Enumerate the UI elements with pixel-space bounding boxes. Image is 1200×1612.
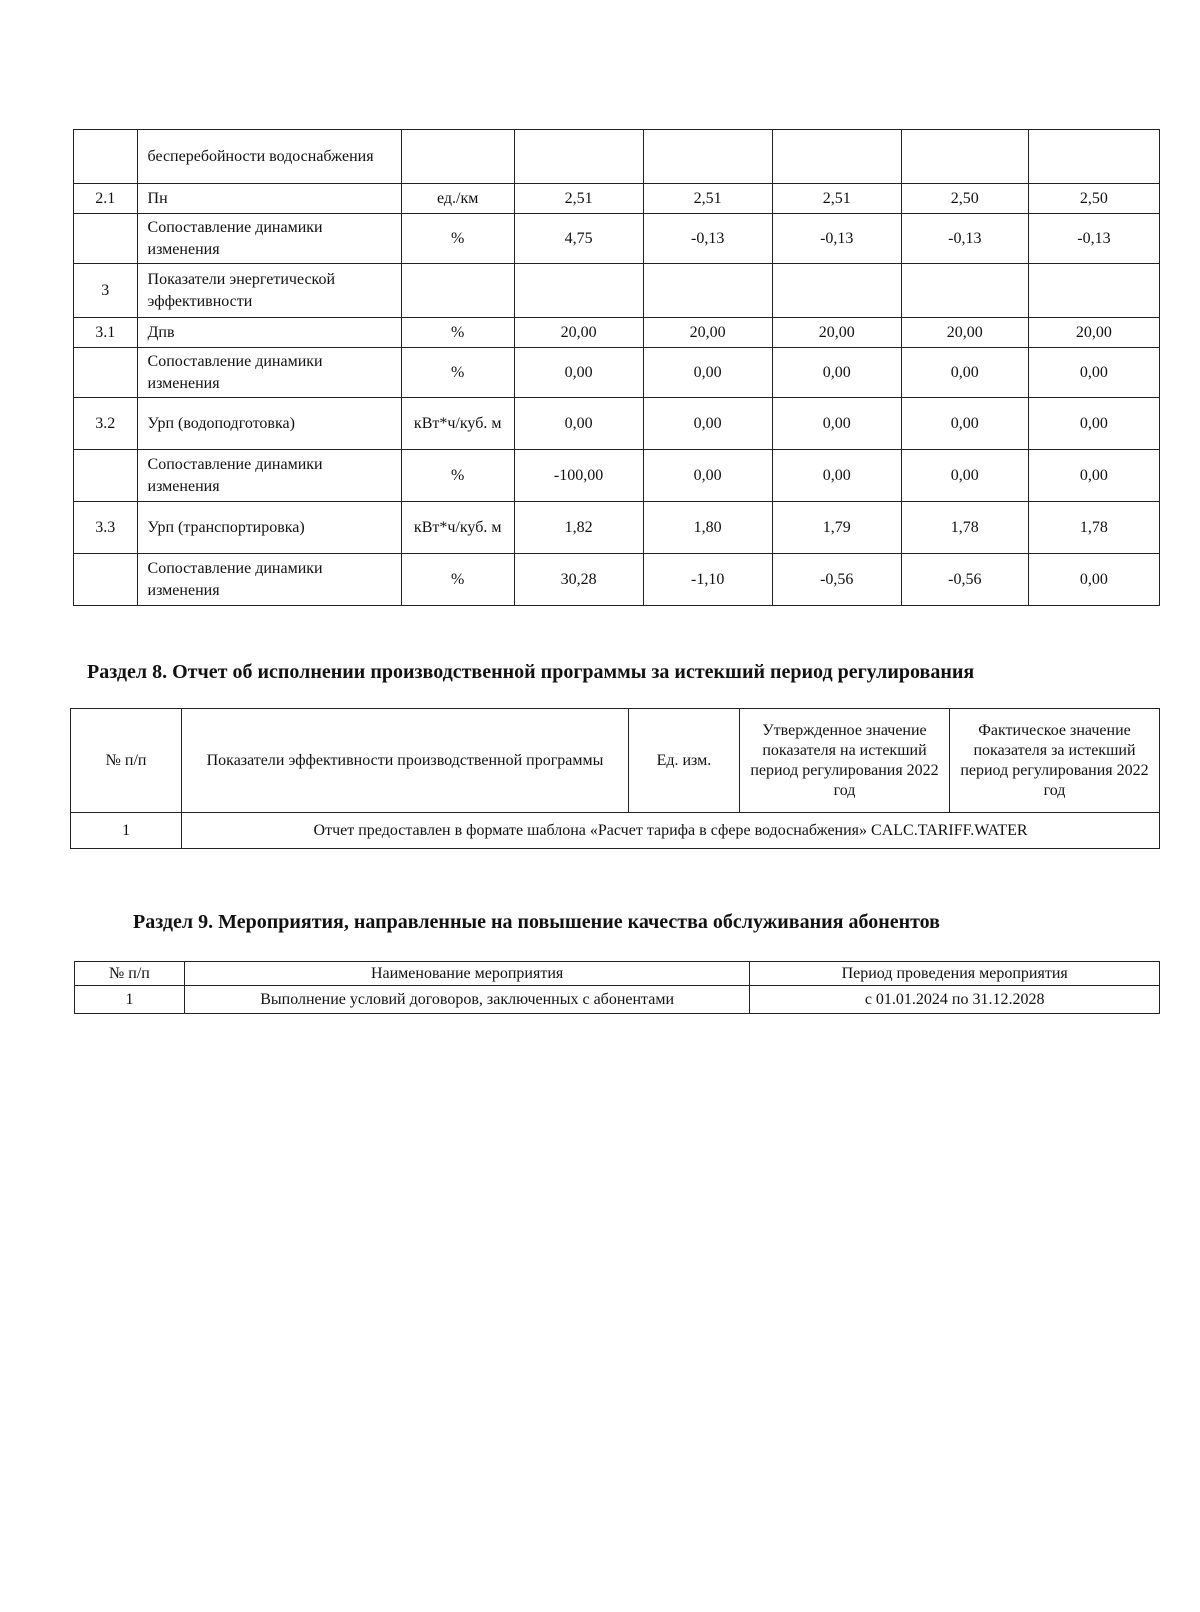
value-cell: 0,00 [901,348,1028,398]
indicator-name: бесперебойности водоснабжения [137,130,401,184]
value-cell [1028,264,1159,318]
value-cell: 2,50 [1028,184,1159,214]
row-no: 1 [75,986,185,1014]
row-number [74,450,138,502]
value-cell: 20,00 [901,318,1028,348]
unit: % [401,318,514,348]
indicator-name: Показатели энергетической эффективности [137,264,401,318]
value-cell: 1,79 [772,502,901,554]
value-cell: 4,75 [514,214,643,264]
table-row [74,348,1160,398]
header-period: Период проведения мероприятия [750,962,1160,986]
value-cell: 1,80 [643,502,772,554]
indicator-name: Пн [137,184,401,214]
indicator-name: Урп (водоподготовка) [137,398,401,450]
report-note: Отчет предоставлен в формате шаблона «Расчет тарифа в сфере водоснабжения» CALC.TARIFF.WATER [182,813,1160,849]
header-actual: Фактическое значение показателя за истекший период регулирования 2022 год [949,709,1159,813]
row-number [74,554,138,606]
section-9-heading: Раздел 9. Мероприятия, направленные на повышение качества обслуживания абонентов [133,911,940,933]
value-cell: 2,51 [643,184,772,214]
section-9-table [74,961,1160,1014]
value-cell: -0,56 [772,554,901,606]
header-approved: Утвержденное значение показателя на истекший период регулирования 2022 год [740,709,950,813]
value-cell [901,264,1028,318]
value-cell: 0,00 [772,450,901,502]
value-cell: 0,00 [901,398,1028,450]
header-no: № п/п [71,709,182,813]
value-cell: -0,13 [1028,214,1159,264]
value-cell: 1,78 [901,502,1028,554]
indicators-table [73,129,1160,606]
value-cell: 0,00 [514,348,643,398]
value-cell [643,264,772,318]
value-cell [772,130,901,184]
header-measure-name: Наименование мероприятия [184,962,749,986]
unit: % [401,450,514,502]
row-number: 3 [74,264,138,318]
value-cell: -0,13 [772,214,901,264]
header-unit: Ед. изм. [628,709,739,813]
value-cell: 2,50 [901,184,1028,214]
value-cell: 20,00 [1028,318,1159,348]
row-number [74,130,138,184]
value-cell: 0,00 [514,398,643,450]
section-9-header-row [75,962,1160,986]
row-number: 3.3 [74,502,138,554]
indicator-name: Сопоставление динамики изменения [137,554,401,606]
table-row [74,450,1160,502]
unit: кВт*ч/куб. м [401,398,514,450]
value-cell: 1,78 [1028,502,1159,554]
value-cell: 0,00 [1028,398,1159,450]
value-cell: 1,82 [514,502,643,554]
value-cell [514,130,643,184]
table-row [74,214,1160,264]
measure-name: Выполнение условий договоров, заключенных с абонентами [184,986,749,1014]
value-cell: -0,13 [901,214,1028,264]
unit: % [401,554,514,606]
indicator-name: Дпв [137,318,401,348]
unit [401,130,514,184]
unit: % [401,214,514,264]
table-row [74,502,1160,554]
value-cell: 0,00 [643,348,772,398]
row-number: 3.2 [74,398,138,450]
indicator-name: Урп (транспортировка) [137,502,401,554]
table-row [74,318,1160,348]
value-cell: 2,51 [772,184,901,214]
value-cell: 20,00 [643,318,772,348]
table-row [74,184,1160,214]
indicator-name: Сопоставление динамики изменения [137,348,401,398]
value-cell: 0,00 [772,398,901,450]
section-8-table [70,708,1160,849]
table-row [74,554,1160,606]
value-cell: 0,00 [1028,554,1159,606]
row-number [74,214,138,264]
value-cell: 0,00 [643,398,772,450]
header-indicator: Показатели эффективности производственной программы [182,709,629,813]
measure-period: с 01.01.2024 по 31.12.2028 [750,986,1160,1014]
indicator-name: Сопоставление динамики изменения [137,214,401,264]
value-cell: -100,00 [514,450,643,502]
header-no: № п/п [75,962,185,986]
row-number: 3.1 [74,318,138,348]
value-cell [901,130,1028,184]
value-cell [772,264,901,318]
indicator-name: Сопоставление динамики изменения [137,450,401,502]
value-cell: 0,00 [1028,450,1159,502]
value-cell: 2,51 [514,184,643,214]
value-cell: 20,00 [772,318,901,348]
value-cell: 30,28 [514,554,643,606]
table-row [74,398,1160,450]
row-number: 2.1 [74,184,138,214]
section-8-heading: Раздел 8. Отчет об исполнении производственной программы за истекший период регулирования [87,661,975,683]
unit: ед./км [401,184,514,214]
value-cell [514,264,643,318]
value-cell: -0,13 [643,214,772,264]
value-cell: 20,00 [514,318,643,348]
value-cell: 0,00 [643,450,772,502]
value-cell: 0,00 [772,348,901,398]
unit: кВт*ч/куб. м [401,502,514,554]
value-cell: 0,00 [901,450,1028,502]
value-cell: 0,00 [1028,348,1159,398]
unit [401,264,514,318]
row-no: 1 [71,813,182,849]
indicators-table-body [74,130,1160,606]
table-row [74,130,1160,184]
unit: % [401,348,514,398]
section-8-header-row [71,709,1160,813]
value-cell: -0,56 [901,554,1028,606]
value-cell: -1,10 [643,554,772,606]
table-row [74,264,1160,318]
value-cell [643,130,772,184]
table-row [75,986,1160,1014]
table-row [71,813,1160,849]
row-number [74,348,138,398]
value-cell [1028,130,1159,184]
